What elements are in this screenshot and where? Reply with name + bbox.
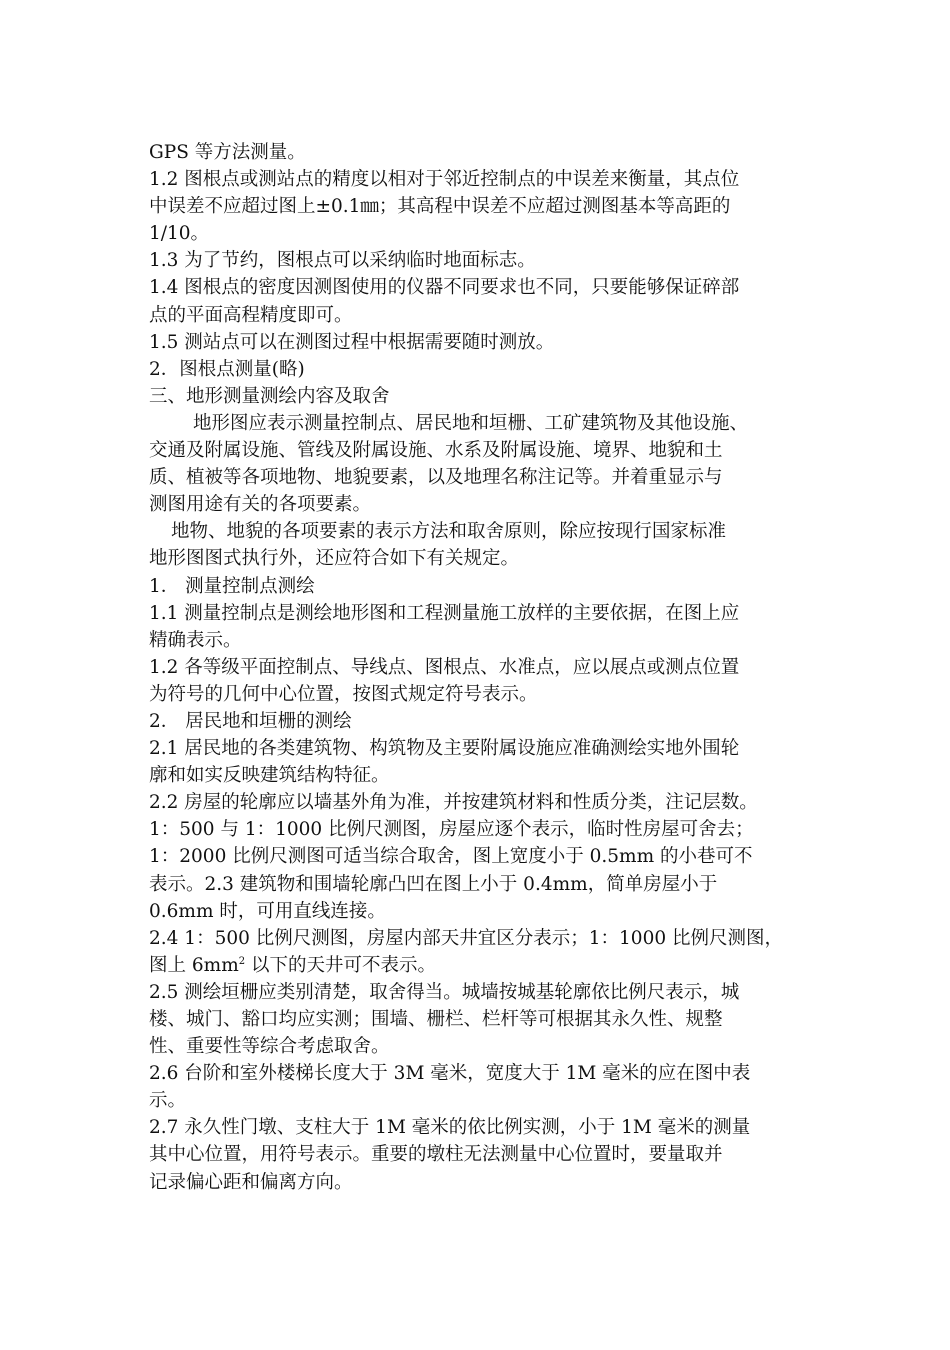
text-line: 地物、地貌的各项要素的表示方法和取舍原则，除应按现行国家标准: [171, 521, 727, 543]
text-line: 2.2 房屋的轮廓应以墙基外角为准，并按建筑材料和性质分类，注记层数。: [149, 792, 758, 814]
text-line: 示。: [149, 1090, 187, 1112]
text-line: 1.5 测站点可以在测图过程中根据需要随时测放。: [149, 331, 555, 353]
text-line: 楼、城门、豁口均应实测；围墙、栅栏、栏杆等可根据其永久性、规整: [149, 1009, 723, 1030]
text-line: 为符号的几何中心位置，按图式规定符号表示。: [149, 683, 538, 705]
text-line: 0.6mm 时，可用直线连接。: [149, 900, 386, 922]
text-line: 1.2 图根点或测站点的精度以相对于邻近控制点的中误差来衡量，其点位: [149, 169, 740, 191]
text-line: 2.4 1：500 比例尺测图，房屋内部天井宜区分表示；1：1000 比例尺测图，: [149, 927, 783, 949]
text-line: 1：500 与 1：1000 比例尺测图，房屋应逐个表示，临时性房屋可舍去；: [149, 819, 754, 841]
text-segment: 以下的天井可不表示。: [245, 954, 437, 976]
superscript: 2: [238, 955, 246, 967]
text-line: 其中心位置，用符号表示。重要的墩柱无法测量中心位置时，要量取并: [149, 1144, 723, 1166]
text-segment: 图上 6mm: [149, 954, 239, 976]
text-line: 1.4 图根点的密度因测图使用的仪器不同要求也不同，只要能够保证碎部: [149, 277, 740, 299]
text-line: 地形图图式执行外，还应符合如下有关规定。: [149, 548, 520, 570]
text-line: 1：2000 比例尺测图可适当综合取舍，图上宽度小于 0.5mm 的小巷可不: [149, 846, 753, 868]
text-line: 地形图应表示测量控制点、居民地和垣栅、工矿建筑物及其他设施、: [193, 412, 749, 434]
text-line: 1.2 各等级平面控制点、导线点、图根点、水准点，应以展点或测点位置: [149, 656, 740, 678]
text-line: 精确表示。: [149, 629, 242, 651]
text-line: 记录偏心距和偏离方向。: [149, 1171, 353, 1193]
text-line: 点的平面高程精度即可。: [149, 304, 353, 326]
text-line: 廓和如实反映建筑结构特征。: [149, 765, 390, 787]
text-line: 1.3 为了节约，图根点可以采纳临时地面标志。: [149, 250, 536, 272]
section-heading: 三、地形测量测绘内容及取舍: [149, 385, 390, 407]
text-line: 1.1 测量控制点是测绘地形图和工程测量施工放样的主要依据，在图上应: [149, 602, 740, 624]
text-line: 2.5 测绘垣栅应类别清楚，取舍得当。城墙按城基轮廓依比例尺表示，城: [149, 981, 740, 1003]
subsection-heading: 1． 测量控制点测绘: [149, 575, 315, 597]
subsection-heading: 2． 居民地和垣栅的测绘: [149, 710, 352, 732]
text-line-with-superscript: [149, 952, 829, 979]
text-line: 2.6 台阶和室外楼梯长度大于 3M 毫米，宽度大于 1M 毫米的应在图中表: [149, 1063, 751, 1085]
text-line: 1/10。: [149, 223, 210, 245]
document-page: [149, 139, 829, 1196]
text-line: 2.7 永久性门墩、支柱大于 1M 毫米的依比例实测，小于 1M 毫米的测量: [149, 1117, 751, 1139]
text-line: 2.1 居民地的各类建筑物、构筑物及主要附属设施应准确测绘实地外围轮: [149, 738, 740, 760]
text-line: 2．图根点测量(略): [149, 358, 305, 380]
text-line: 中误差不应超过图上±0.1㎜；其高程中误差不应超过测图基本等高距的: [149, 196, 731, 218]
text-line: 测图用途有关的各项要素。: [149, 494, 372, 516]
text-line: 质、植被等各项地物、地貌要素，以及地理名称注记等。并着重显示与: [149, 467, 723, 489]
text-line: GPS 等方法测量。: [149, 142, 306, 163]
text-line: 交通及附属设施、管线及附属设施、水系及附属设施、境界、地貌和土: [149, 440, 723, 462]
text-line: 表示。2.3 建筑物和围墙轮廓凸凹在图上小于 0.4mm，简单房屋小于: [149, 873, 718, 895]
text-line: 性、重要性等综合考虑取舍。: [149, 1036, 390, 1058]
